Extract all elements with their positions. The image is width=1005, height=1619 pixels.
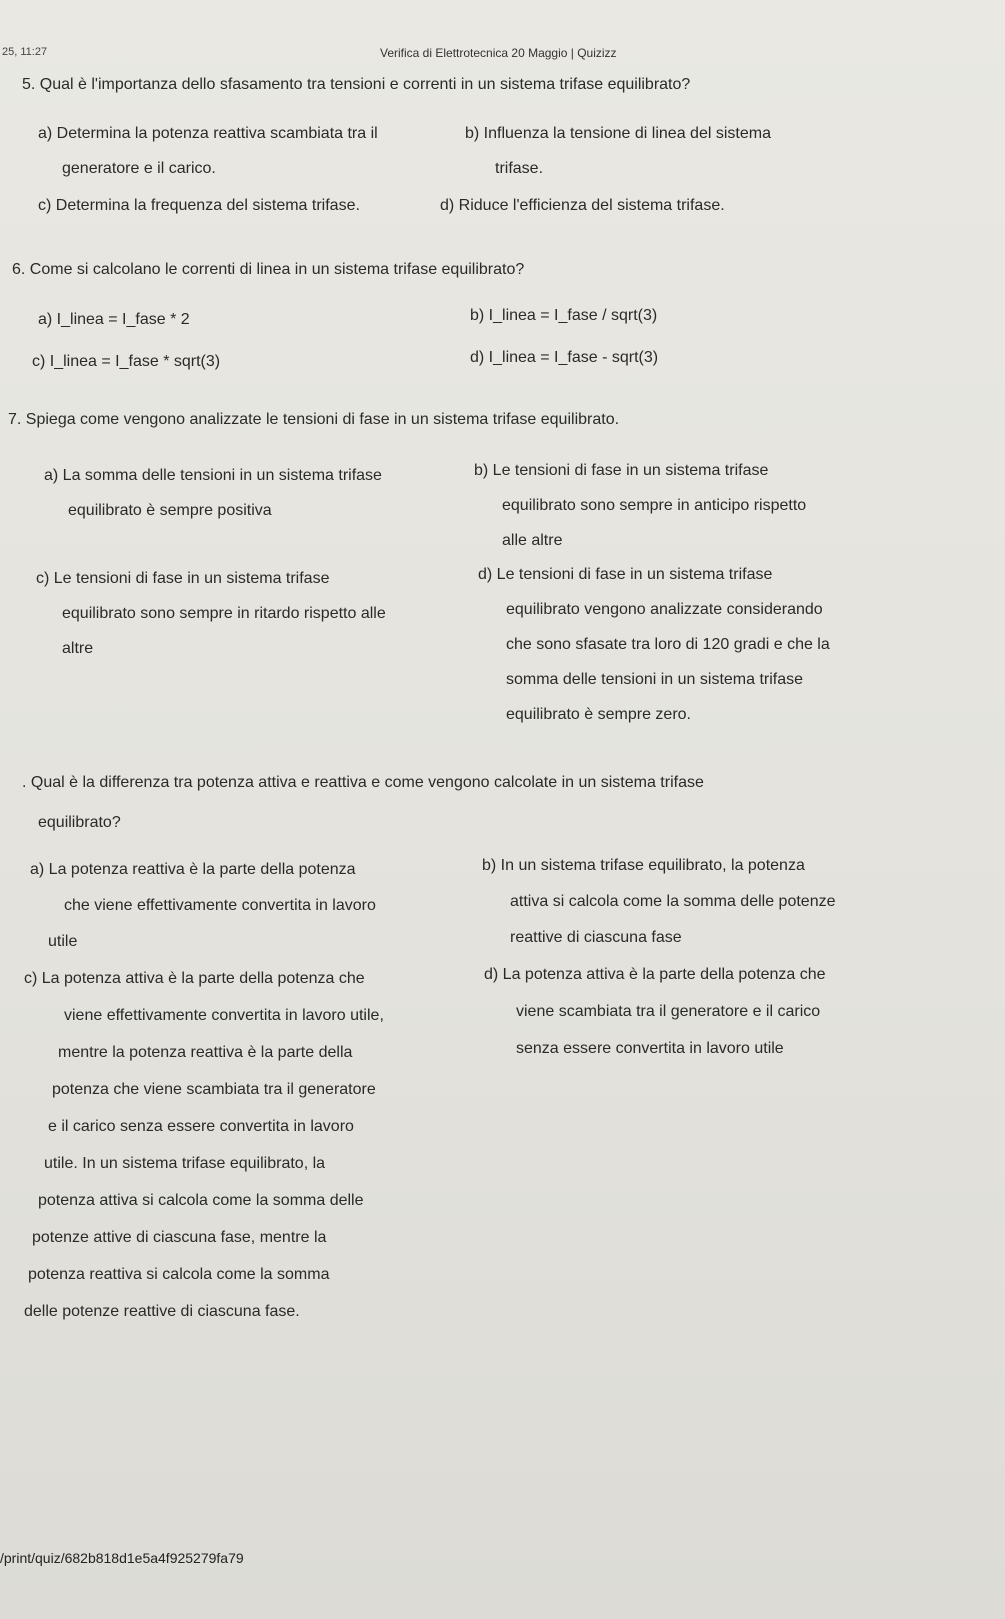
q6-option-b bbox=[470, 298, 657, 333]
option-line: c) La potenza attiva è la parte della potenza che bbox=[24, 970, 365, 987]
option-line: equilibrato è sempre zero. bbox=[506, 706, 691, 723]
option-line: che viene effettivamente convertita in lavoro bbox=[64, 897, 376, 914]
option-line: d) Le tensioni di fase in un sistema trifase bbox=[478, 566, 773, 583]
print-url: /print/quiz/682b818d1e5a4f925279fa79 bbox=[0, 1550, 244, 1566]
option-line: reattive di ciascuna fase bbox=[510, 929, 682, 946]
option-line: c) Le tensioni di fase in un sistema trifase bbox=[36, 570, 330, 587]
q5-option-d bbox=[440, 188, 725, 223]
q8-option-d bbox=[484, 956, 826, 1067]
option-line: d) Riduce l'efficienza del sistema trifase. bbox=[440, 197, 725, 214]
question-8-text bbox=[22, 763, 704, 843]
option-line: delle potenze reattive di ciascuna fase. bbox=[24, 1303, 300, 1320]
option-line: potenza che viene scambiata tra il generatore bbox=[52, 1081, 376, 1098]
option-line: mentre la potenza reattiva è la parte della bbox=[58, 1044, 353, 1061]
q7-option-c bbox=[36, 561, 386, 666]
option-line: equilibrato sono sempre in anticipo rispetto bbox=[502, 497, 807, 514]
option-line: utile bbox=[48, 933, 78, 950]
question-8-line-2: equilibrato? bbox=[38, 814, 121, 831]
option-line: b) Le tensioni di fase in un sistema trifase bbox=[474, 462, 769, 479]
q8-option-b bbox=[482, 848, 836, 956]
option-line: b) Influenza la tensione di linea del sistema bbox=[465, 125, 771, 142]
q5-option-b bbox=[465, 116, 771, 186]
option-line: altre bbox=[62, 640, 94, 657]
option-line: viene scambiata tra il generatore e il carico bbox=[516, 1003, 821, 1020]
option-line: generatore e il carico. bbox=[62, 160, 216, 177]
option-line: utile. In un sistema trifase equilibrato, la bbox=[44, 1155, 326, 1172]
print-timestamp: 25, 11:27 bbox=[2, 46, 48, 58]
q7-option-b bbox=[474, 453, 806, 558]
q5-option-a bbox=[38, 116, 378, 186]
q5-option-c bbox=[38, 188, 360, 223]
q8-option-c bbox=[24, 960, 384, 1330]
option-line: senza essere convertita in lavoro utile bbox=[516, 1040, 784, 1057]
option-line: equilibrato è sempre positiva bbox=[68, 502, 272, 519]
q6-option-d bbox=[470, 340, 658, 375]
option-line: potenza reattiva si calcola come la somma bbox=[28, 1266, 330, 1283]
question-7-text: 7. Spiega come vengono analizzate le tensioni di fase in un sistema trifase equilibrato. bbox=[8, 411, 620, 428]
option-line: attiva si calcola come la somma delle potenze bbox=[510, 893, 836, 910]
option-line: c) Determina la frequenza del sistema trifase. bbox=[38, 197, 360, 214]
option-line: a) La somma delle tensioni in un sistema trifase bbox=[44, 467, 382, 484]
option-line: viene effettivamente convertita in lavoro utile, bbox=[64, 1007, 384, 1024]
option-line: alle altre bbox=[502, 532, 563, 549]
option-line: che sono sfasate tra loro di 120 gradi e che la bbox=[506, 636, 830, 653]
q8-option-a bbox=[30, 852, 376, 960]
option-line: potenza attiva si calcola come la somma delle bbox=[38, 1192, 364, 1209]
option-line: equilibrato sono sempre in ritardo rispetto alle bbox=[62, 605, 386, 622]
question-8-line-1: . Qual è la differenza tra potenza attiva e reattiva e come vengono calcolate in un sistema trifase bbox=[22, 774, 704, 791]
option-line: e il carico senza essere convertita in lavoro bbox=[48, 1118, 354, 1135]
q6-option-c bbox=[32, 344, 220, 379]
question-6-text: 6. Come si calcolano le correnti di linea in un sistema trifase equilibrato? bbox=[12, 261, 525, 278]
option-line: d) I_linea = I_fase - sqrt(3) bbox=[470, 349, 659, 366]
option-line: a) La potenza reattiva è la parte della potenza bbox=[30, 861, 356, 878]
option-line: potenze attive di ciascuna fase, mentre la bbox=[32, 1229, 327, 1246]
q7-option-a bbox=[44, 458, 382, 528]
option-line: trifase. bbox=[495, 160, 544, 177]
option-line: c) I_linea = I_fase * sqrt(3) bbox=[32, 353, 221, 370]
option-line: b) I_linea = I_fase / sqrt(3) bbox=[470, 307, 658, 324]
option-line: d) La potenza attiva è la parte della potenza che bbox=[484, 966, 826, 983]
option-line: b) In un sistema trifase equilibrato, la potenza bbox=[482, 857, 805, 874]
option-line: a) Determina la potenza reattiva scambiata tra il bbox=[38, 125, 378, 142]
question-5-text: 5. Qual è l'importanza dello sfasamento tra tensioni e correnti in un sistema trifase equilibrato? bbox=[22, 76, 691, 93]
q7-option-d bbox=[478, 557, 830, 732]
option-line: equilibrato vengono analizzate considerando bbox=[506, 601, 823, 618]
option-line: a) I_linea = I_fase * 2 bbox=[38, 311, 190, 328]
page-title: Verifica di Elettrotecnica 20 Maggio | Quizizz bbox=[380, 46, 617, 60]
q6-option-a bbox=[38, 302, 190, 337]
option-line: somma delle tensioni in un sistema trifase bbox=[506, 671, 804, 688]
